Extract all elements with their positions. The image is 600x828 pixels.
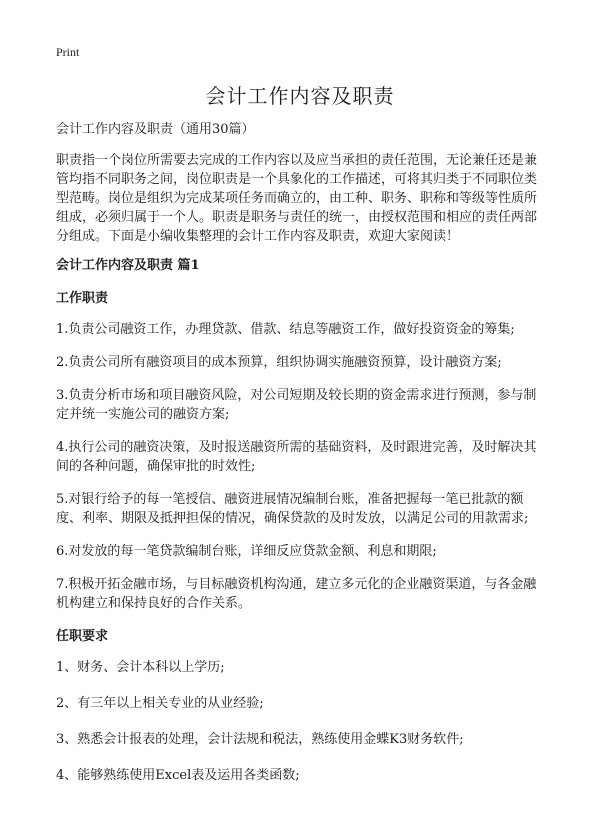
requirements-list bbox=[56, 658, 548, 785]
intro-paragraph: 职责指一个岗位所需要去完成的工作内容以及应当承担的责任范围，无论兼任还是兼管均指不同职务之间，岗位职责是一个具象化的工作描述，可将其归类于不同职位类型范畴。岗位是组织为完成某项任务而确立的，由工种、职务、职称和等级等性质所组成，必须归属于一个人。职责是职务与责任的统一，由授权范围和相应的责任两部分组成。下面是小编收集整理的会计工作内容及职责，欢迎大家阅读！ bbox=[56, 153, 538, 244]
list-item: 1.负责公司融资工作，办理贷款、借款、结息等融资工作，做好投资资金的筹集; bbox=[56, 322, 515, 337]
duties-list bbox=[56, 320, 548, 613]
list-item: 3.负责分析市场和项目融资风险，对公司短期及较长期的资金需求进行预测，参与制定并统一实施公司的融资方案; bbox=[56, 388, 537, 422]
list-item: 2、有三年以上相关专业的从业经验; bbox=[56, 696, 264, 711]
list-item: 2.负责公司所有融资项目的成本预算，组织协调实施融资预算，设计融资方案; bbox=[56, 355, 502, 370]
list-item: 5.对银行给予的每一笔授信、融资进展情况编制台账，准备把握每一笔已批款的额度、利率、期限及抵押担保的情况，确保贷款的及时发放，以满足公司的用款需求; bbox=[56, 492, 529, 526]
list-item: 4、能够熟练使用Excel表及运用各类函数; bbox=[56, 768, 300, 783]
duties-heading: 工作职责 bbox=[56, 291, 109, 306]
list-item: 1、财务、会计本科以上学历; bbox=[56, 660, 225, 675]
list-item: 4.执行公司的融资决策，及时报送融资所需的基础资料，及时跟进完善，及时解决其间的各种问题，确保审批的时效性; bbox=[56, 440, 537, 474]
print-label[interactable]: Print bbox=[56, 45, 80, 59]
document-subtitle: 会计工作内容及职责（通用30篇） bbox=[56, 122, 255, 137]
requirements-heading: 任职要求 bbox=[56, 629, 109, 644]
document-body bbox=[56, 120, 548, 802]
list-item: 3、熟悉会计报表的处理，会计法规和税法，熟练使用金蝶K3财务软件; bbox=[56, 732, 464, 747]
list-item: 7.积极开拓金融市场，与目标融资机构沟通，建立多元化的企业融资渠道，与各金融机构建立和保持良好的合作关系。 bbox=[56, 577, 537, 611]
page-title: 会计工作内容及职责 bbox=[205, 84, 395, 108]
part-heading: 会计工作内容及职责 篇1 bbox=[56, 258, 200, 273]
list-item: 6.对发放的每一笔贷款编制台账，详细反应贷款金额、利息和期限; bbox=[56, 544, 437, 559]
